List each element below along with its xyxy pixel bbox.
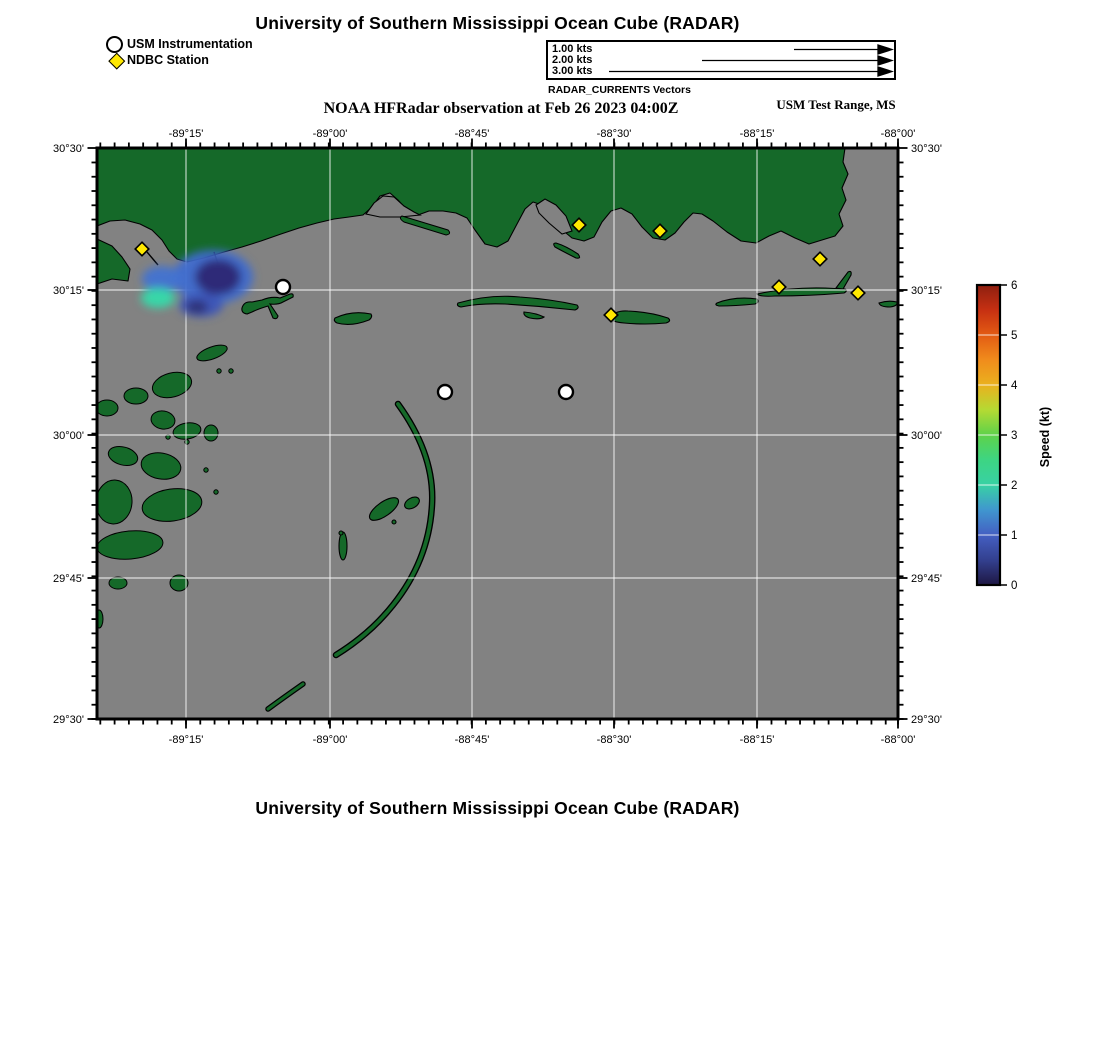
bottom-title: University of Southern Mississippi Ocean Cube (RADAR) [255,798,740,818]
y-tick-label-left: 30°15' [53,285,84,297]
colorbar-tick-label: 2 [1011,480,1018,492]
y-tick-label-left: 29°45' [53,573,84,585]
usm-instrumentation-marker [276,280,290,294]
usm-instrumentation-marker [438,385,452,399]
x-tick-label-top: -88°15' [739,128,775,140]
radar-speed-blob [141,288,175,308]
colorbar-tick-label: 0 [1011,580,1018,592]
y-tick-label-left: 29°30' [53,714,84,726]
colorbar-tick-label: 1 [1011,530,1018,542]
usm-instrumentation-marker [559,385,573,399]
ndbc-station-label: NDBC Station [127,53,209,67]
x-tick-label-top: -88°45' [454,128,490,140]
x-tick-label-top: -88°00' [880,128,916,140]
colorbar-tick-label: 4 [1011,380,1018,392]
colorbar [977,280,1018,592]
y-tick-label-left: 30°30' [53,143,84,155]
x-tick-label-bottom: -88°45' [454,734,490,746]
colorbar-tick-label: 6 [1011,280,1018,292]
y-tick-label-right: 29°30' [911,714,942,726]
colorbar-axis-label: Speed (kt) [1038,406,1052,468]
x-tick-label-top: -89°00' [312,128,348,140]
vector-3kt-label: 3.00 kts [552,65,593,77]
y-tick-label-right: 30°15' [911,285,942,297]
usm-instrumentation-label: USM Instrumentation [127,37,253,51]
radar-speed-blob [142,266,182,292]
vector-2kt-label: 2.00 kts [552,54,593,66]
x-tick-label-bottom: -88°00' [880,734,916,746]
vector-1kt-label: 1.00 kts [552,43,593,55]
x-tick-label-bottom: -89°00' [312,734,348,746]
x-tick-label-bottom: -88°15' [739,734,775,746]
test-range-label: USM Test Range, MS [776,97,896,112]
colorbar-tick-label: 3 [1011,430,1018,442]
y-tick-label-right: 29°45' [911,573,942,585]
colorbar-tick-label: 5 [1011,330,1018,342]
x-tick-label-top: -89°15' [168,128,204,140]
x-tick-label-bottom: -89°15' [168,734,204,746]
page-title: University of Southern Mississippi Ocean Cube (RADAR) [255,13,740,33]
y-tick-label-left: 30°00' [53,430,84,442]
x-tick-label-top: -88°30' [596,128,632,140]
y-tick-label-right: 30°00' [911,430,942,442]
radar-speed-blob [186,300,208,314]
vector-legend-caption: RADAR_CURRENTS Vectors [548,84,691,96]
y-tick-label-right: 30°30' [911,143,942,155]
observation-subtitle: NOAA HFRadar observation at Feb 26 2023 04:00Z [323,100,679,117]
x-tick-label-bottom: -88°30' [596,734,632,746]
radar-speed-blob [195,259,241,295]
